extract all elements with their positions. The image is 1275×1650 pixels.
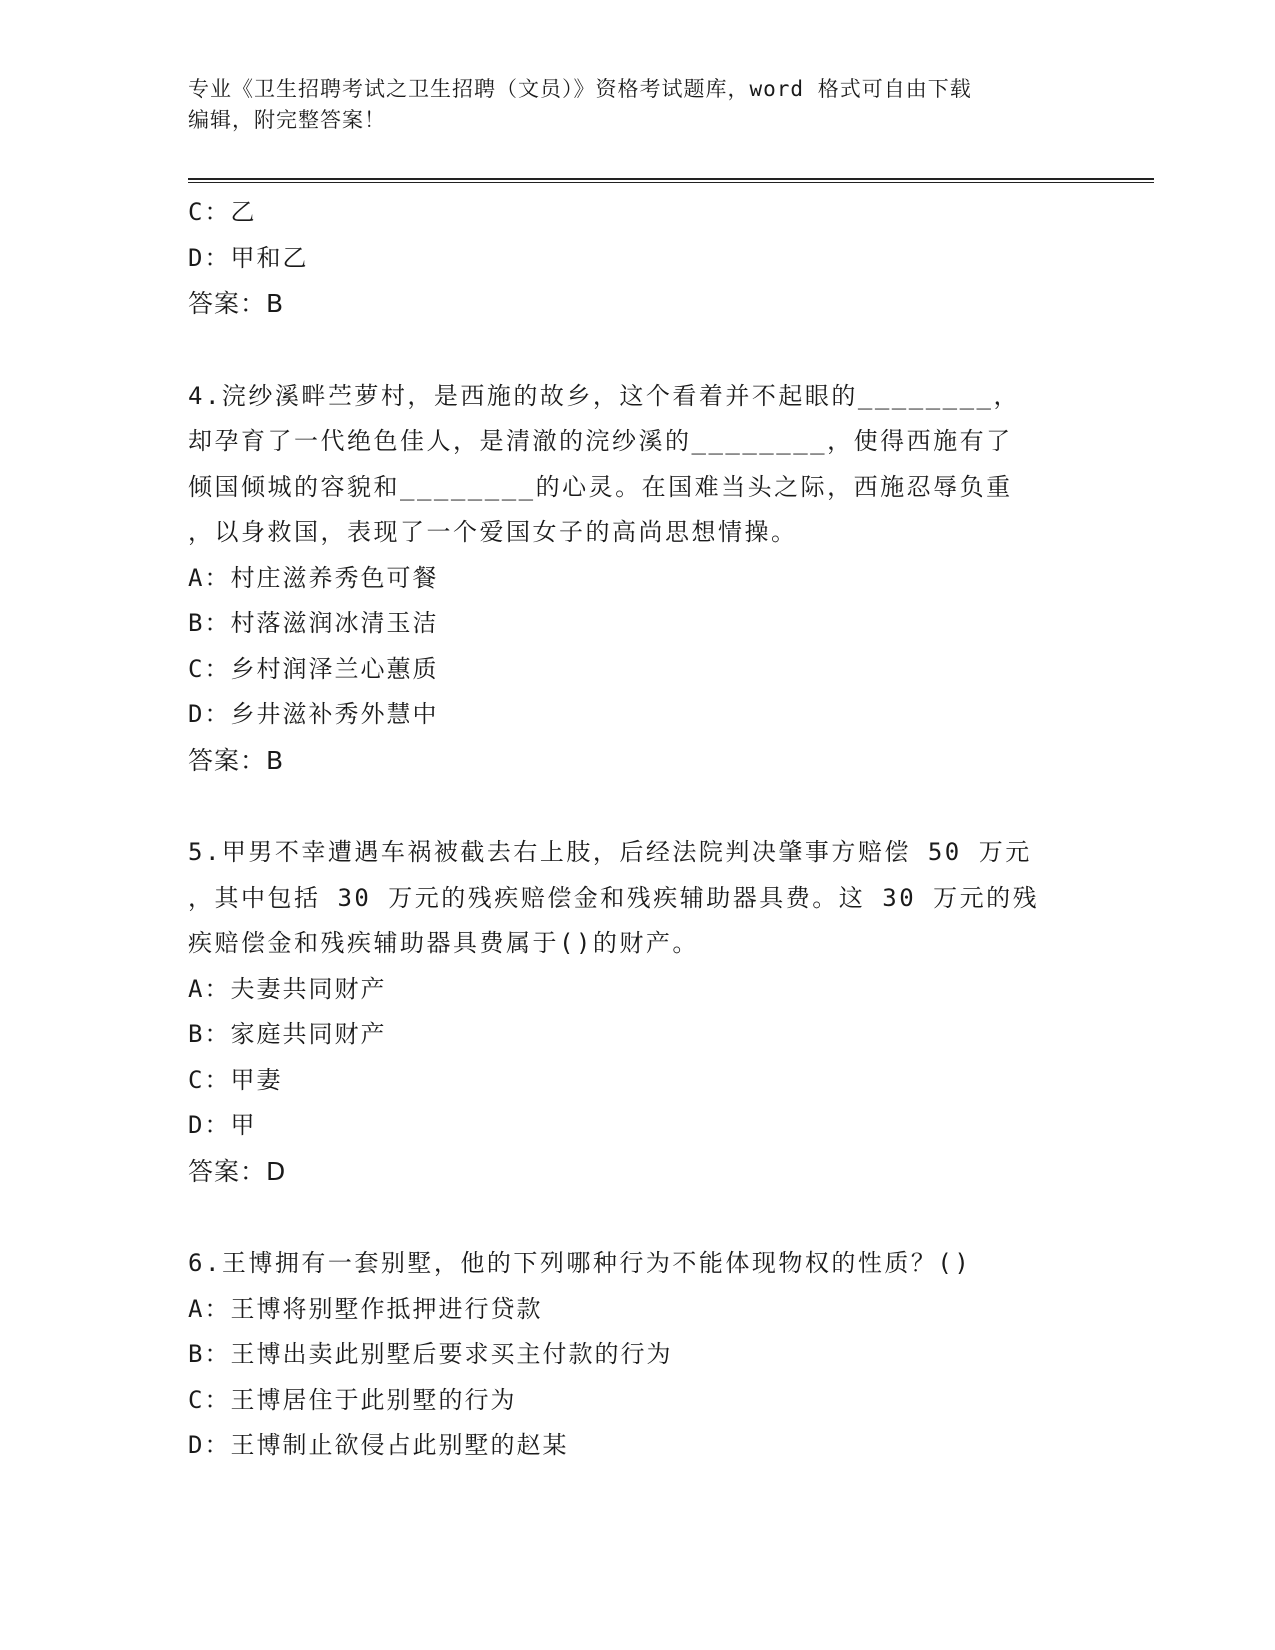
q3-option-d: D：甲和乙 — [188, 243, 309, 272]
q5-text-line-2: ，其中包括 30 万元的残疾赔偿金和残疾辅助器具费。这 30 万元的残 — [188, 883, 1040, 912]
q4-answer: 答案：B — [188, 745, 285, 775]
q4-text-line-1: 4.浣纱溪畔苎萝村，是西施的故乡，这个看着并不起眼的________， — [188, 381, 1020, 410]
q6-option-c: C：王博居住于此别墅的行为 — [188, 1385, 517, 1414]
q4-text-line-2: 却孕育了一代绝色佳人，是清澈的浣纱溪的________，使得西施有了 — [188, 427, 1013, 455]
q4-text-line-4: ，以身救国，表现了一个爱国女子的高尚思想情操。 — [188, 518, 798, 546]
header-line-2: 编辑，附完整答案！ — [188, 108, 386, 132]
q5-option-a: A：夫妻共同财产 — [188, 974, 387, 1003]
document-header — [188, 74, 1088, 136]
q4-option-b: B：村落滋润冰清玉洁 — [188, 609, 439, 637]
q5-option-b: B：家庭共同财产 — [188, 1020, 387, 1048]
question-5 — [188, 830, 1088, 967]
question-6 — [188, 1241, 1088, 1287]
q4-options — [188, 556, 1088, 784]
q6-option-b: B：王博出卖此别墅后要求买主付款的行为 — [188, 1340, 673, 1368]
q5-text-line-1: 5.甲男不幸遭遇车祸被截去右上肢，后经法院判决肇事方赔偿 50 万元 — [188, 838, 1032, 866]
q5-options — [188, 967, 1088, 1195]
header-line-1: 专业《卫生招聘考试之卫生招聘（文员）》资格考试题库，word 格式可自由下载 — [188, 77, 972, 101]
header-divider-thin — [188, 182, 1154, 183]
document-body — [188, 190, 1088, 1469]
q3-option-c: C：乙 — [188, 198, 257, 226]
q6-option-d: D：王博制止欲侵占此别墅的赵某 — [188, 1431, 569, 1459]
q4-option-c: C：乡村润泽兰心蕙质 — [188, 654, 439, 683]
q4-text-line-3: 倾国倾城的容貌和________的心灵。在国难当头之际，西施忍辱负重 — [188, 472, 1013, 501]
q5-option-d: D：甲 — [188, 1111, 257, 1139]
question-4 — [188, 374, 1088, 556]
q5-text-line-3: 疾赔偿金和残疾辅助器具费属于()的财产。 — [188, 929, 699, 957]
q6-options — [188, 1287, 1088, 1469]
q3-answer: 答案：B — [188, 289, 285, 318]
q5-answer: 答案：D — [188, 1156, 287, 1186]
q6-text-line-1: 6.王博拥有一套别墅，他的下列哪种行为不能体现物权的性质？() — [188, 1249, 972, 1277]
q5-option-c: C：甲妻 — [188, 1065, 283, 1094]
q6-option-a: A：王博将别墅作抵押进行贷款 — [188, 1294, 543, 1323]
q4-option-a: A：村庄滋养秀色可餐 — [188, 563, 439, 592]
q4-option-d: D：乡井滋补秀外慧中 — [188, 700, 439, 728]
header-divider — [188, 178, 1154, 180]
question-3 — [188, 190, 1088, 327]
